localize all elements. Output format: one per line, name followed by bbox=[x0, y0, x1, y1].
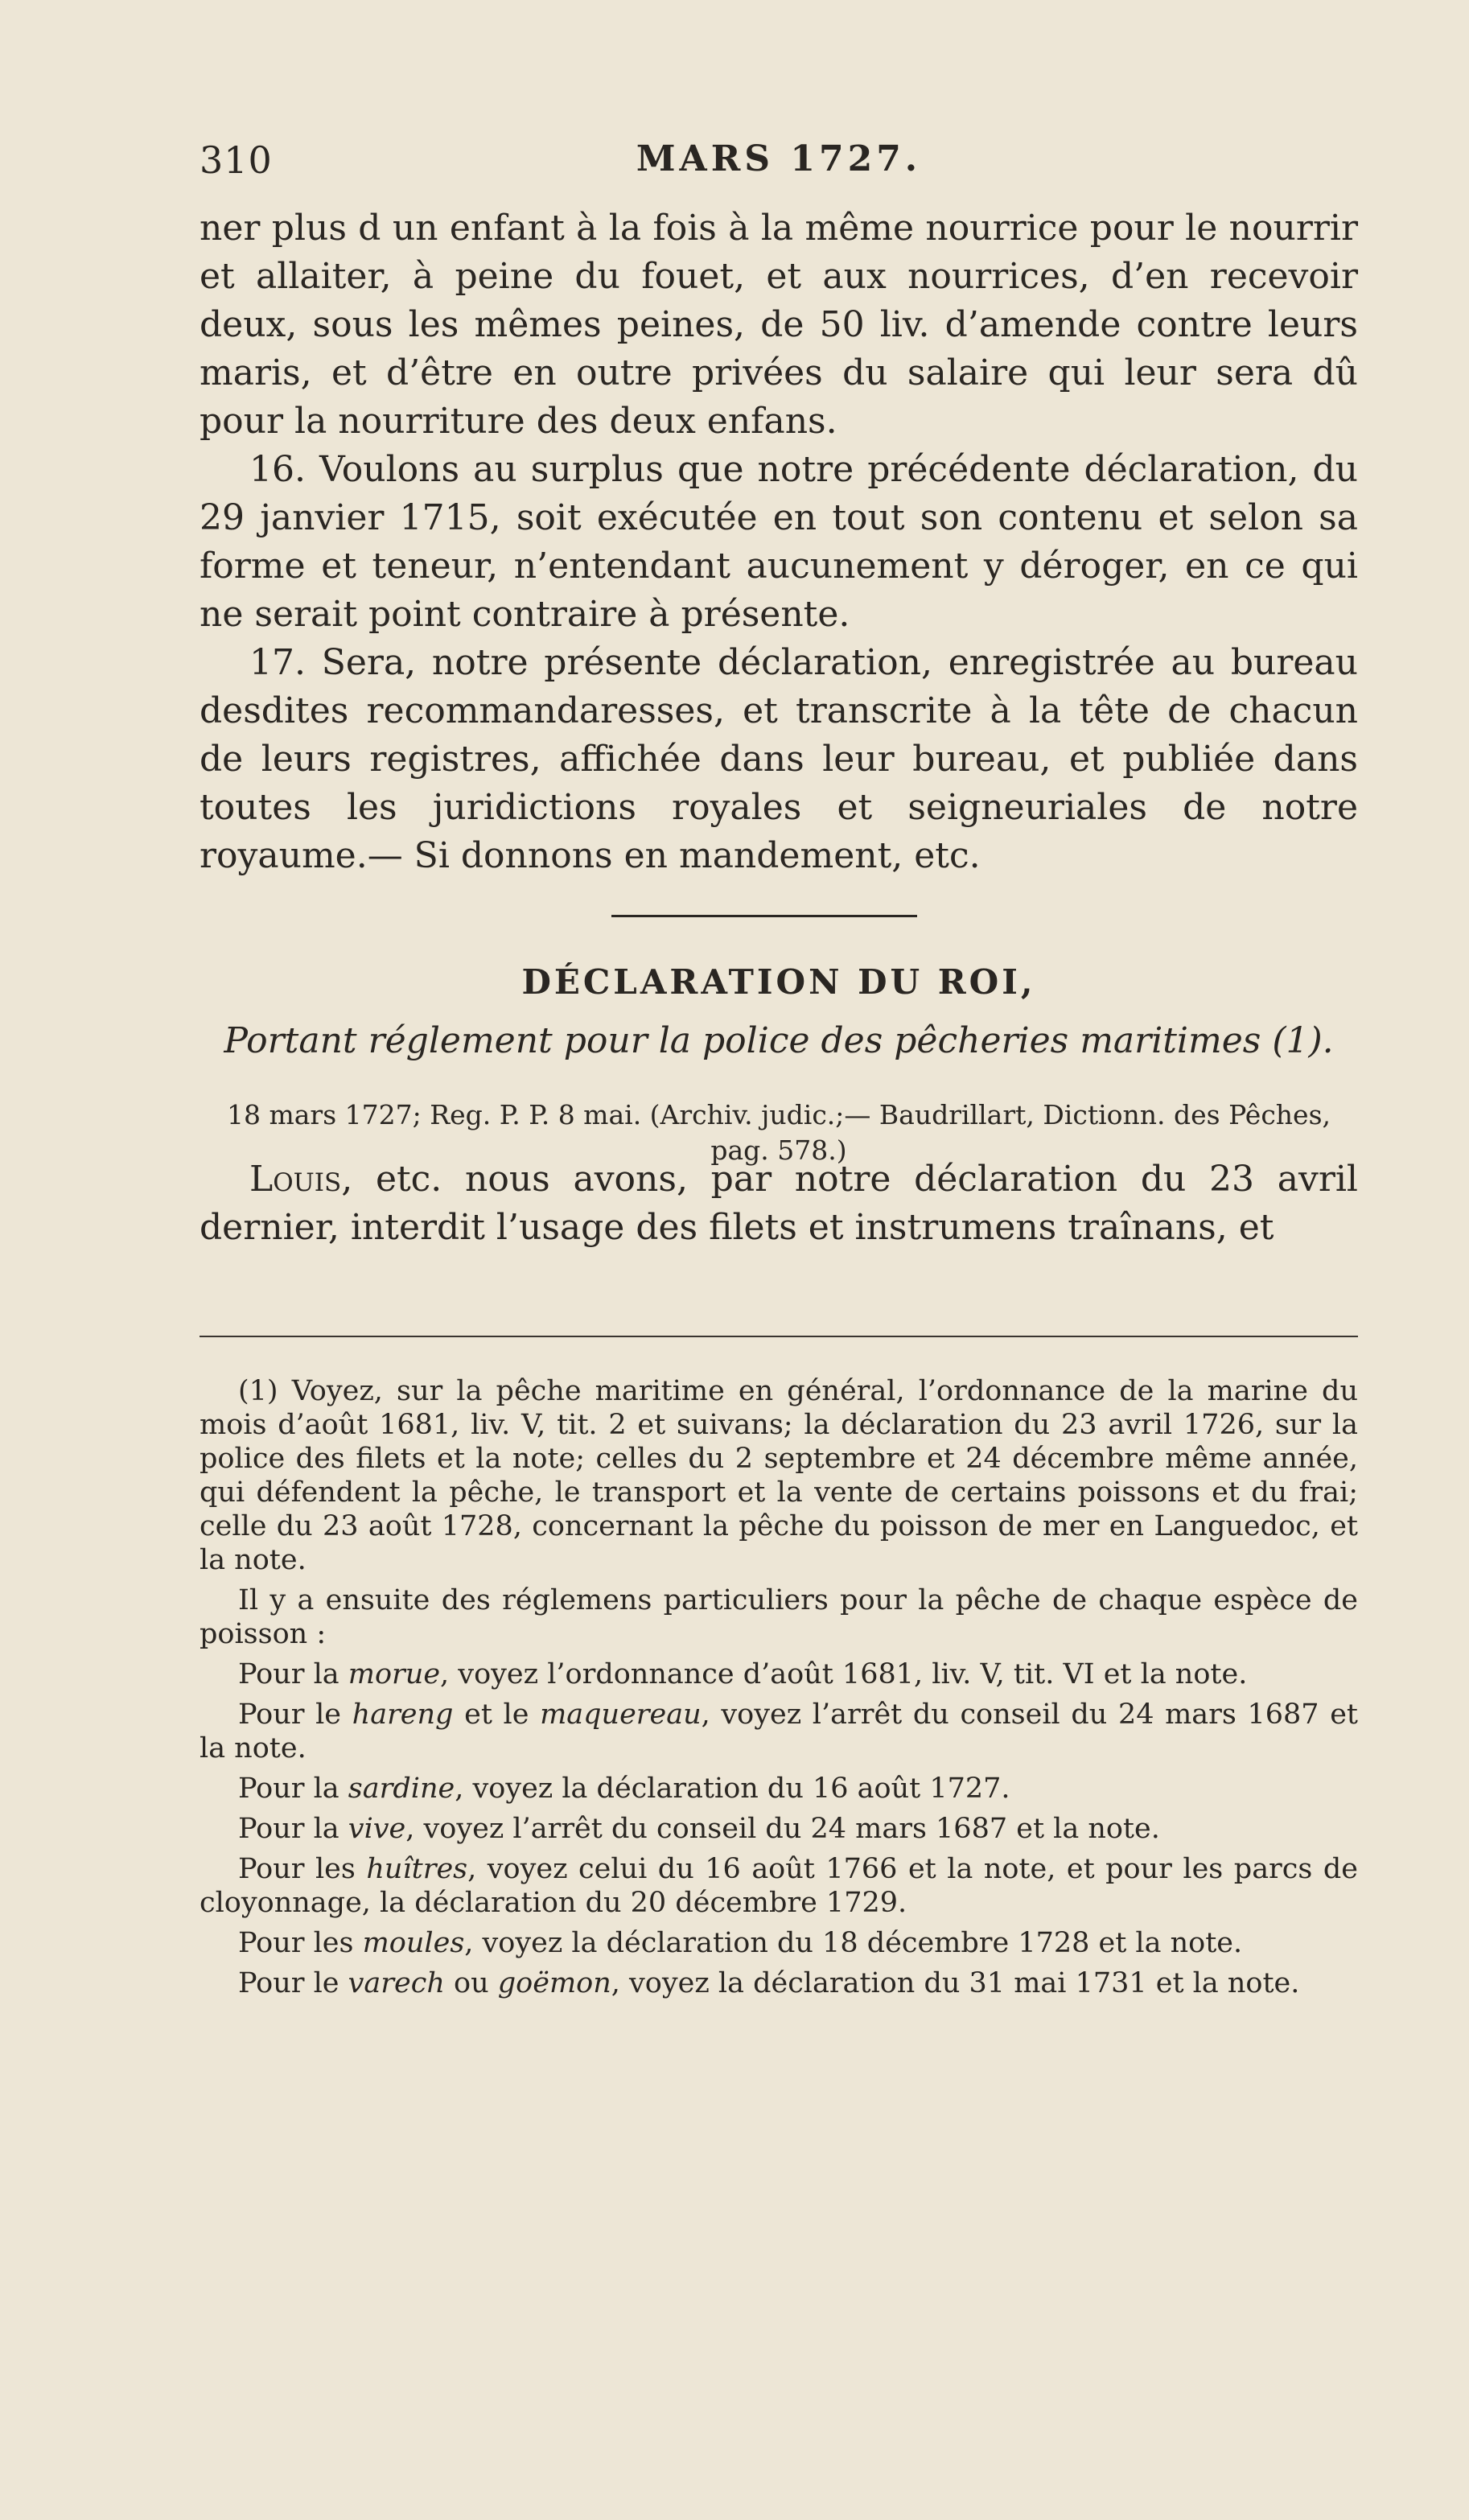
fn-species: vive bbox=[348, 1813, 406, 1845]
fn-species: huîtres bbox=[366, 1853, 468, 1885]
opening-smallcaps: Louis bbox=[249, 1159, 342, 1200]
section-divider bbox=[611, 915, 917, 917]
fn-text: Pour le bbox=[238, 1967, 348, 1999]
declaration-title: DÉCLARATION DU ROI, bbox=[521, 962, 1036, 1002]
page-number: 310 bbox=[200, 138, 273, 182]
fn-text: , voyez l’arrêt du conseil du 24 mars 1687 et la note. bbox=[405, 1813, 1160, 1845]
opening-text: , etc. nous avons, par notre déclaration du 23 avril dernier, interdit l’usage des filets et instrumens traînans, et bbox=[200, 1159, 1358, 1248]
fn-species: moules bbox=[362, 1927, 465, 1959]
footnote-moules bbox=[200, 1926, 1358, 1960]
fn-species: hareng bbox=[352, 1699, 454, 1731]
fn-text: Pour les bbox=[238, 1853, 367, 1885]
fn-text: , voyez l’arrêt du conseil du 24 mars 1687 et la note. bbox=[200, 1699, 1358, 1764]
footnote-huitres bbox=[200, 1852, 1358, 1920]
footnotes bbox=[200, 1374, 1358, 2007]
footnote-hareng bbox=[200, 1698, 1358, 1765]
fn-species: goëmon bbox=[497, 1967, 611, 1999]
footnote-rule bbox=[200, 1336, 1358, 1337]
page-header bbox=[200, 138, 1358, 187]
main-text bbox=[200, 204, 1358, 880]
fn-species: maquereau bbox=[540, 1699, 702, 1731]
footnote-vive bbox=[200, 1812, 1358, 1846]
footnote-morue bbox=[200, 1657, 1358, 1691]
fn-text: , voyez la déclaration du 31 mai 1731 et la note. bbox=[611, 1967, 1300, 1999]
footnote-1: (1) Voyez, sur la pêche maritime en général, l’ordonnance de la marine du mois d’août 1681, liv. V, tit. 2 et suivans; la déclaration du 23 avril 1726, sur la police des filets et la note; celles du 2 septembre et 24 décembre même année, qui défendent la pêche, le transport et la vente de certains poissons et du frai; celle du 23 août 1728, concernant la pêche du poisson de mer en Languedoc, et la note. bbox=[200, 1375, 1358, 1576]
fn-text: Pour la bbox=[238, 1773, 348, 1805]
footnote-varech bbox=[200, 1966, 1358, 2000]
fn-text: , voyez celui du 16 août 1766 et la note, et pour les parcs de cloyonnage, la déclaration du 20 décembre 1729. bbox=[200, 1853, 1358, 1919]
fn-text: Pour la bbox=[238, 1813, 348, 1845]
fn-species: morue bbox=[348, 1658, 441, 1690]
declaration-subtitle: Portant réglement pour la police des pêcheries maritimes (1). bbox=[224, 1020, 1334, 1061]
fn-species: sardine bbox=[348, 1773, 455, 1805]
article-continuation: ner plus d un enfant à la fois à la même nourrice pour le nourrir et allaiter, à peine du fouet, et aux nourrices, d’en recevoir deux, sous les mêmes peines, de 50 liv. d’amende contre leurs maris, et d’être en outre privées du salaire qui leur sera dû pour la nourriture des deux enfans. bbox=[200, 208, 1358, 442]
fn-text: Pour le bbox=[238, 1699, 352, 1731]
footnote-sardine bbox=[200, 1772, 1358, 1806]
declaration-body bbox=[200, 1155, 1358, 1252]
fn-text: Pour la bbox=[238, 1658, 348, 1690]
article-17: 17. Sera, notre présente déclaration, enregistrée au bureau desdites recommandaresses, et transcrite à la tête de chacun de leurs registres, affichée dans leur bureau, et publiée dans toutes les juridictions royales et seigneuriales de notre royaume.— Si donnons en mandement, etc. bbox=[200, 642, 1358, 876]
fn-text: Pour les bbox=[238, 1927, 363, 1959]
footnote-intro: Il y a ensuite des réglemens particuliers pour la pêche de chaque espèce de poisson : bbox=[200, 1584, 1358, 1650]
fn-text: et le bbox=[453, 1699, 541, 1731]
fn-text: , voyez l’ordonnance d’août 1681, liv. V, tit. VI et la note. bbox=[440, 1658, 1248, 1690]
fn-text: , voyez la déclaration du 16 août 1727. bbox=[455, 1773, 1010, 1805]
running-head: MARS 1727. bbox=[636, 138, 922, 179]
declaration-opening bbox=[200, 1155, 1358, 1252]
article-16: 16. Voulons au surplus que notre précédente déclaration, du 29 janvier 1715, soit exécutée en tout son contenu et selon sa forme et teneur, n’entendant aucunement y déroger, en ce qui ne serait point contraire à présente. bbox=[200, 449, 1358, 635]
fn-species: varech bbox=[348, 1967, 445, 1999]
fn-text: , voyez la déclaration du 18 décembre 1728 et la note. bbox=[464, 1927, 1243, 1959]
declaration-dates: 18 mars 1727; Reg. P. P. 8 mai. (Archiv. judic.;— Baudrillart, Dictionn. des Pêches, pag. 578.) bbox=[226, 1099, 1331, 1166]
fn-text: ou bbox=[444, 1967, 498, 1999]
